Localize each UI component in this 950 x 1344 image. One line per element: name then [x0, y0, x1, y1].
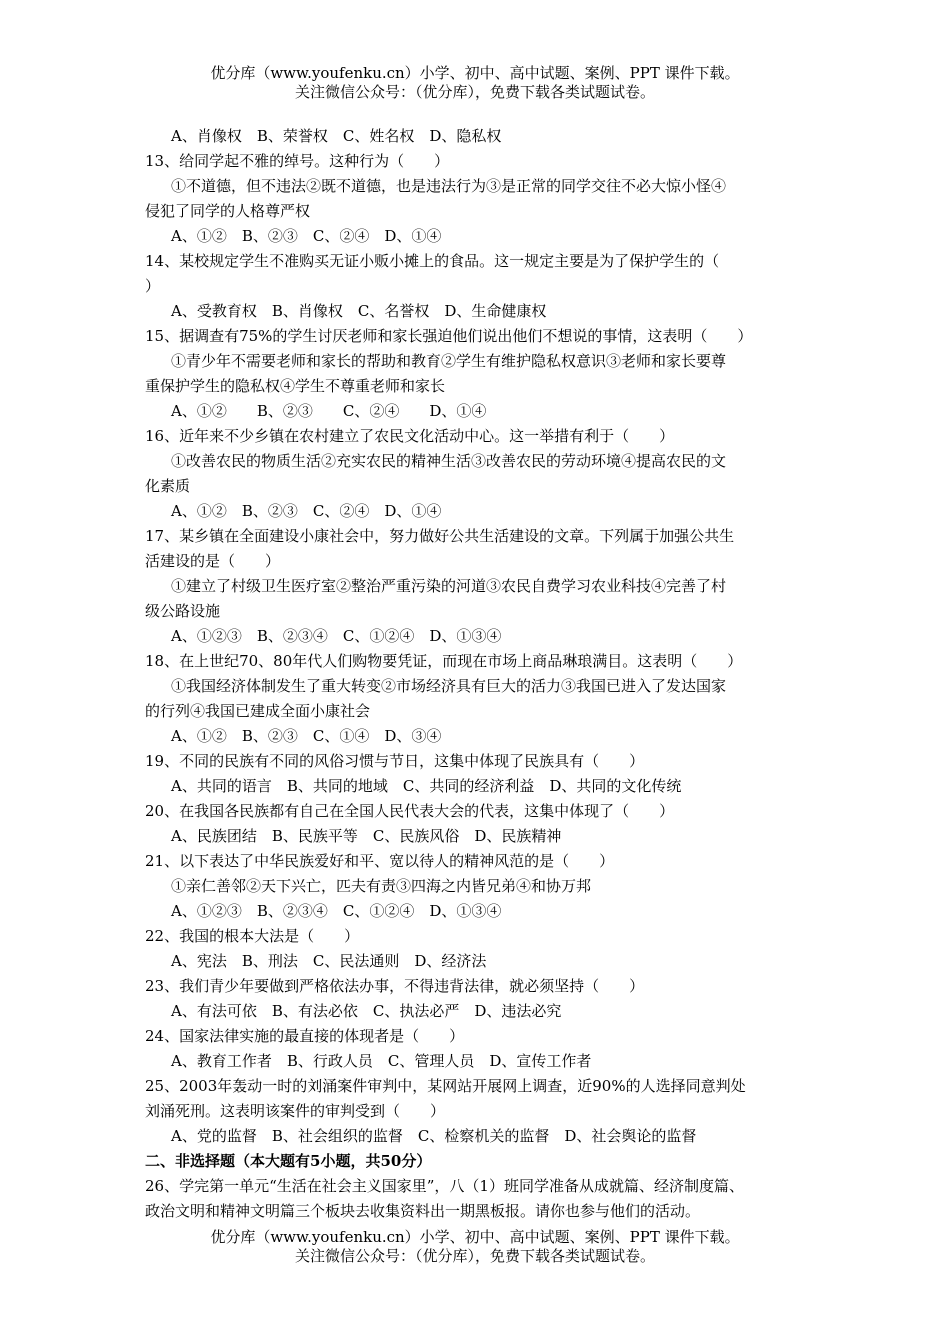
text-line: 14、某校规定学生不准购买无证小贩小摊上的食品。这一规定主要是为了保护学生的（	[145, 252, 720, 270]
section-heading: 二、非选择题（本大题有5小题，共50分）	[145, 1152, 432, 1170]
text-line: ①改善农民的物质生活②充实农民的精神生活③改善农民的劳动环境④提高农民的文	[171, 452, 727, 470]
text-line: A、①②③ B、②③④ C、①②④ D、①③④	[171, 627, 502, 645]
text-line: ①青少年不需要老师和家长的帮助和教育②学生有维护隐私权意识③老师和家长要尊	[171, 352, 727, 370]
header-line-1: 优分库（www.youfenku.cn）小学、初中、高中试题、案例、PPT 课件下载。	[210, 64, 740, 82]
text-line: A、肖像权 B、荣誉权 C、姓名权 D、隐私权	[171, 127, 502, 145]
page-footer	[0, 1228, 950, 1266]
text-line: 25、2003年轰动一时的刘涌案件审判中，某网站开展网上调查，近90%的人选择同意判处	[145, 1077, 746, 1095]
text-line: ①建立了村级卫生医疗室②整治严重污染的河道③农民自费学习农业科技④完善了村	[171, 577, 727, 595]
text-line: 22、我国的根本大法是（ ）	[145, 927, 360, 945]
text-line: 政治文明和精神文明篇三个板块去收集资料出一期黑板报。请你也参与他们的活动。	[145, 1202, 701, 1220]
text-line: A、民族团结 B、民族平等 C、民族风俗 D、民族精神	[171, 827, 562, 845]
text-line: 20、在我国各民族都有自己在全国人民代表大会的代表，这集中体现了（ ）	[145, 802, 675, 820]
text-line: 重保护学生的隐私权④学生不尊重老师和家长	[145, 377, 446, 395]
footer-line-2: 关注微信公众号：（优分库），免费下载各类试题试卷。	[294, 1247, 655, 1265]
text-line: A、受教育权 B、肖像权 C、名誉权 D、生命健康权	[171, 302, 547, 320]
text-line: A、共同的语言 B、共同的地域 C、共同的经济利益 D、共同的文化传统	[171, 777, 682, 795]
exam-body	[145, 124, 815, 1224]
text-line: 16、近年来不少乡镇在农村建立了农民文化活动中心。这一举措有利于（ ）	[145, 427, 675, 445]
text-line: 化素质	[145, 477, 191, 495]
text-line: 17、某乡镇在全面建设小康社会中，努力做好公共生活建设的文章。下列属于加强公共生	[145, 527, 735, 545]
text-line: ①不道德，但不违法②既不道德，也是违法行为③是正常的同学交往不必大惊小怪④	[171, 177, 727, 195]
text-line: 15、据调查有75%的学生讨厌老师和家长强迫他们说出他们不想说的事情，这表明（ ）	[145, 327, 753, 345]
text-line: 级公路设施	[145, 602, 221, 620]
text-line: A、有法可依 B、有法必依 C、执法必严 D、违法必究	[171, 1002, 562, 1020]
text-line: 26、学完第一单元“生活在社会主义国家里”，八（1）班同学准备从成就篇、经济制度篇、	[145, 1177, 744, 1195]
text-line: 13、给同学起不雅的绰号。这种行为（ ）	[145, 152, 450, 170]
text-line: A、党的监督 B、社会组织的监督 C、检察机关的监督 D、社会舆论的监督	[171, 1127, 697, 1145]
text-line: 侵犯了同学的人格尊严权	[145, 202, 311, 220]
text-line: 21、以下表达了中华民族爱好和平、宽以待人的精神风范的是（ ）	[145, 852, 615, 870]
text-line: 活建设的是（ ）	[145, 552, 281, 570]
text-line: 24、国家法律实施的最直接的体现者是（ ）	[145, 1027, 465, 1045]
text-line: 的行列④我国已建成全面小康社会	[145, 702, 371, 720]
text-line: A、宪法 B、刑法 C、民法通则 D、经济法	[171, 952, 487, 970]
text-line: 18、在上世纪70、80年代人们购物要凭证，而现在市场上商品琳琅满目。这表明（ ）	[145, 652, 743, 670]
text-line: A、①② B、②③ C、②④ D、①④	[171, 402, 487, 420]
text-line: 23、我们青少年要做到严格依法办事，不得违背法律，就必须坚持（ ）	[145, 977, 645, 995]
text-line: ①亲仁善邻②天下兴亡，匹夫有责③四海之内皆兄弟④和协万邦	[171, 877, 592, 895]
text-line: A、①② B、②③ C、①④ D、③④	[171, 727, 442, 745]
text-line: 刘涌死刑。这表明该案件的审判受到（ ）	[145, 1102, 446, 1120]
text-line: A、①② B、②③ C、②④ D、①④	[171, 227, 442, 245]
header-line-2: 关注微信公众号：（优分库），免费下载各类试题试卷。	[294, 83, 655, 101]
text-line: A、①② B、②③ C、②④ D、①④	[171, 502, 442, 520]
text-line: A、①②③ B、②③④ C、①②④ D、①③④	[171, 902, 502, 920]
text-line: 19、不同的民族有不同的风俗习惯与节日，这集中体现了民族具有（ ）	[145, 752, 645, 770]
footer-line-1: 优分库（www.youfenku.cn）小学、初中、高中试题、案例、PPT 课件下载。	[210, 1228, 740, 1246]
text-line: A、教育工作者 B、行政人员 C、管理人员 D、宣传工作者	[171, 1052, 592, 1070]
text-line: ）	[145, 277, 161, 295]
page-header	[0, 64, 950, 102]
text-line: ①我国经济体制发生了重大转变②市场经济具有巨大的活力③我国已进入了发达国家	[171, 677, 727, 695]
